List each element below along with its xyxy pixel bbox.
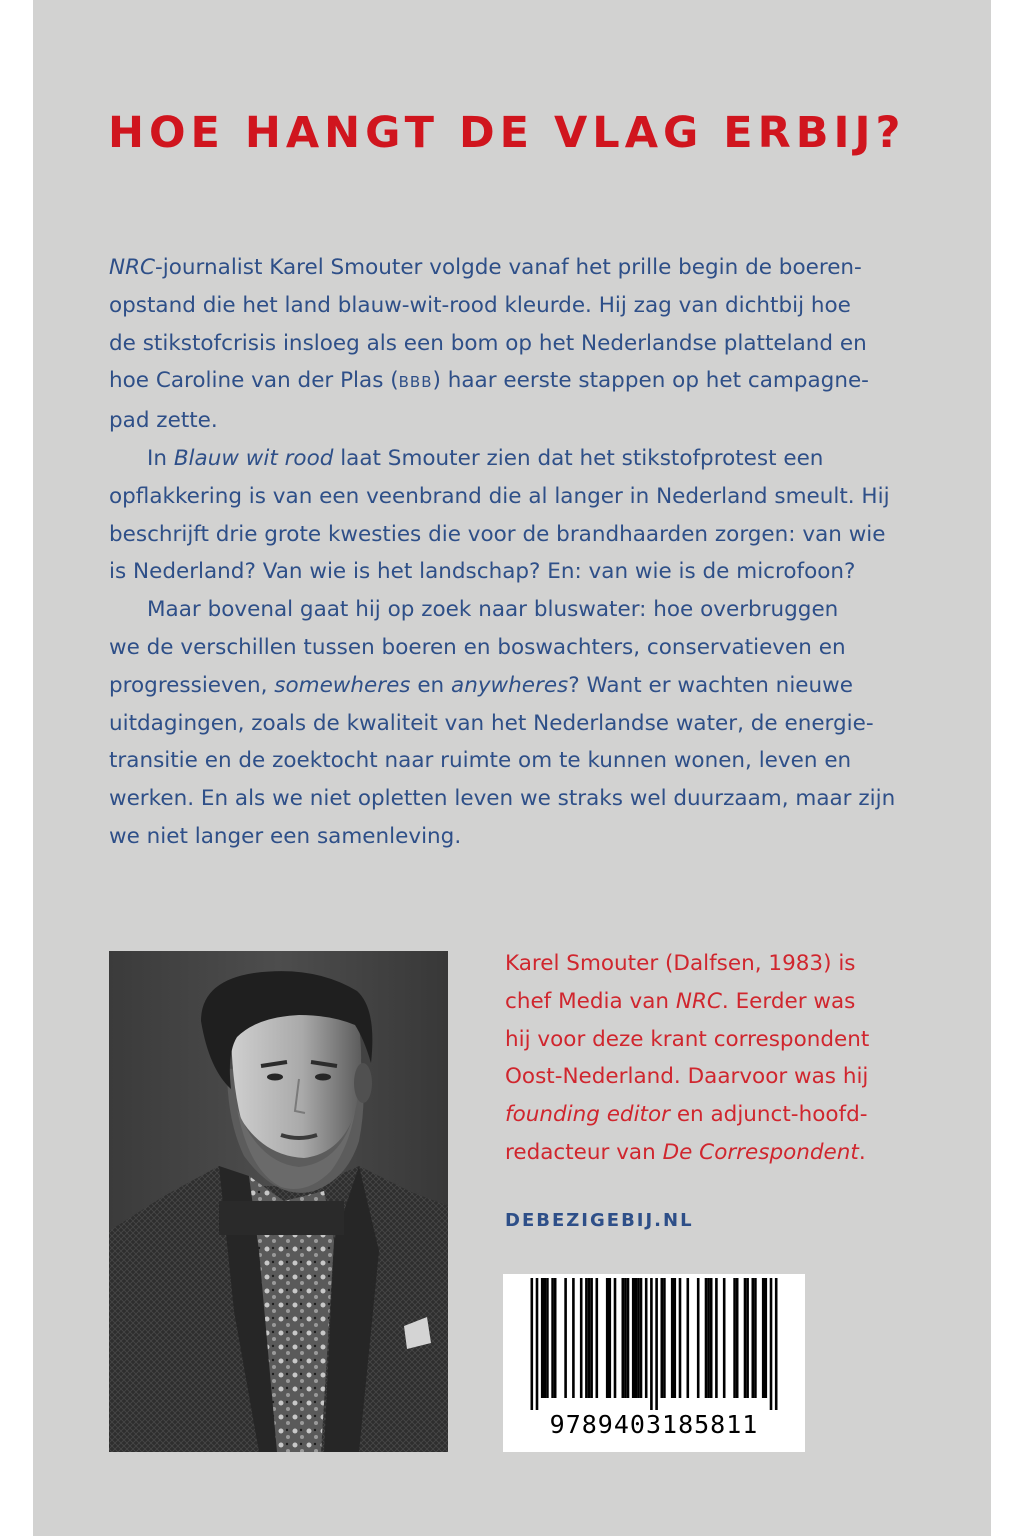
blurb-line: Maar bovenal gaat hij op zoek naar bluswater: hoe overbruggen [147,597,839,623]
barcode-bar [775,1278,778,1410]
barcode-bar [707,1278,710,1398]
blurb-line: hoe Caroline van der Plas (BBB) haar eerste stappen op het campagne- [109,368,869,394]
barcode-bar [752,1278,755,1398]
barcode-bar [531,1278,534,1410]
bio-line: redacteur van De Correspondent. [505,1139,866,1165]
barcode-bar [645,1278,648,1398]
blurb-line: NRC-journalist Karel Smouter volgde vanaf het prille begin de boeren- [109,255,862,280]
blurb-line: werken. En als we niet opletten leven we straks wel duurzaam, maar zijn [109,786,896,812]
barcode-bar [650,1278,653,1410]
blurb-line: is Nederland? Van wie is het landschap? En: van wie is de microfoon? [109,559,856,585]
barcode-bar [637,1278,640,1398]
author-photo [109,951,448,1452]
blurb-line: we niet langer een samenleving. [109,823,462,849]
isbn-number: 9789403185811 [549,1410,759,1439]
barcode-bar [588,1278,591,1398]
publisher-website: DEBEZIGEBIJ.NL [505,1210,694,1231]
blurb-line: pad zette. [109,408,218,434]
barcode-bar [744,1278,747,1398]
barcode-bar [705,1278,708,1398]
barcode-bar [674,1278,677,1398]
barcode-bar [564,1278,567,1398]
barcode-bar [746,1278,749,1398]
barcode-bar [624,1278,627,1398]
barcode-bar [661,1278,664,1398]
barcode-bar [663,1278,666,1398]
bio-line: Karel Smouter (Dalfsen, 1983) is [505,951,856,976]
blurb-line: we de verschillen tussen boeren en boswachters, conservatieven en [109,634,846,660]
headline: HOE HANGT DE VLAG ERBIJ? [108,108,906,158]
barcode-bar [715,1278,718,1398]
barcode-bar [679,1278,682,1398]
barcode-bar [585,1278,588,1398]
barcode-bar [655,1278,658,1410]
blurb-line: transitie en de zoektocht naar ruimte om te kunnen wonen, leven en [109,748,852,774]
barcode-bar [596,1278,599,1398]
barcode-bar [544,1278,547,1398]
barcode-bar [635,1278,638,1398]
barcode-bar [606,1278,609,1398]
bio-line: hij voor deze krant correspondent [505,1026,870,1052]
barcode-bar [733,1278,736,1398]
barcode-bar [572,1278,575,1398]
blurb-line: uitdagingen, zoals de kwaliteit van het Nederlandse water, de energie- [109,710,874,736]
barcode-bar [536,1278,539,1410]
barcode-bar [723,1278,726,1398]
barcode-bar [697,1278,700,1398]
barcode-bar [580,1278,583,1398]
bio-line: Oost-Nederland. Daarvoor was hij [505,1064,869,1090]
barcode-bar [627,1278,630,1398]
barcode-bar [551,1278,554,1398]
barcode-bar [554,1278,557,1398]
barcode-bar [687,1278,690,1398]
author-portrait-icon [109,951,448,1452]
blurb-line: opflakkering is van een veenbrand die al langer in Nederland smeult. Hij [109,483,890,509]
barcode-bar [736,1278,739,1398]
barcode-bar [770,1278,773,1410]
barcode-bar [609,1278,612,1398]
blurb-line: beschrijft drie grote kwesties die voor de brandhaarden zorgen: van wie [109,521,886,547]
barcode-bar [614,1278,617,1398]
barcode-bar [541,1278,544,1398]
isbn-barcode [503,1274,805,1452]
blurb-line: opstand die het land blauw-wit-rood kleurde. Hij zag van dichtbij hoe [109,292,851,318]
barcode-bar [640,1278,643,1398]
barcode-bar [754,1278,757,1398]
back-cover [33,0,991,1536]
barcode-bar [622,1278,625,1398]
bio-line: founding editor en adjunct-hoofd- [505,1102,868,1128]
barcode-bar [765,1278,768,1398]
barcode-bar [632,1278,635,1398]
barcode-bar [590,1278,593,1398]
blurb-line: In Blauw wit rood laat Smouter zien dat het stikstofprotest een [147,445,824,471]
barcode-bar [546,1278,549,1398]
barcode-icon [503,1274,805,1410]
barcode-bar [762,1278,765,1398]
author-bio [505,945,925,1172]
blurb-line: progressieven, somewheres en anywheres? Want er wachten nieuwe [109,672,853,698]
blurb [109,249,913,856]
barcode-bar [710,1278,713,1398]
barcode-bar [671,1278,674,1398]
blurb-line: de stikstofcrisis insloeg als een bom op het Nederlandse platteland en [109,330,867,356]
bio-line: chef Media van NRC. Eerder was [505,988,856,1014]
